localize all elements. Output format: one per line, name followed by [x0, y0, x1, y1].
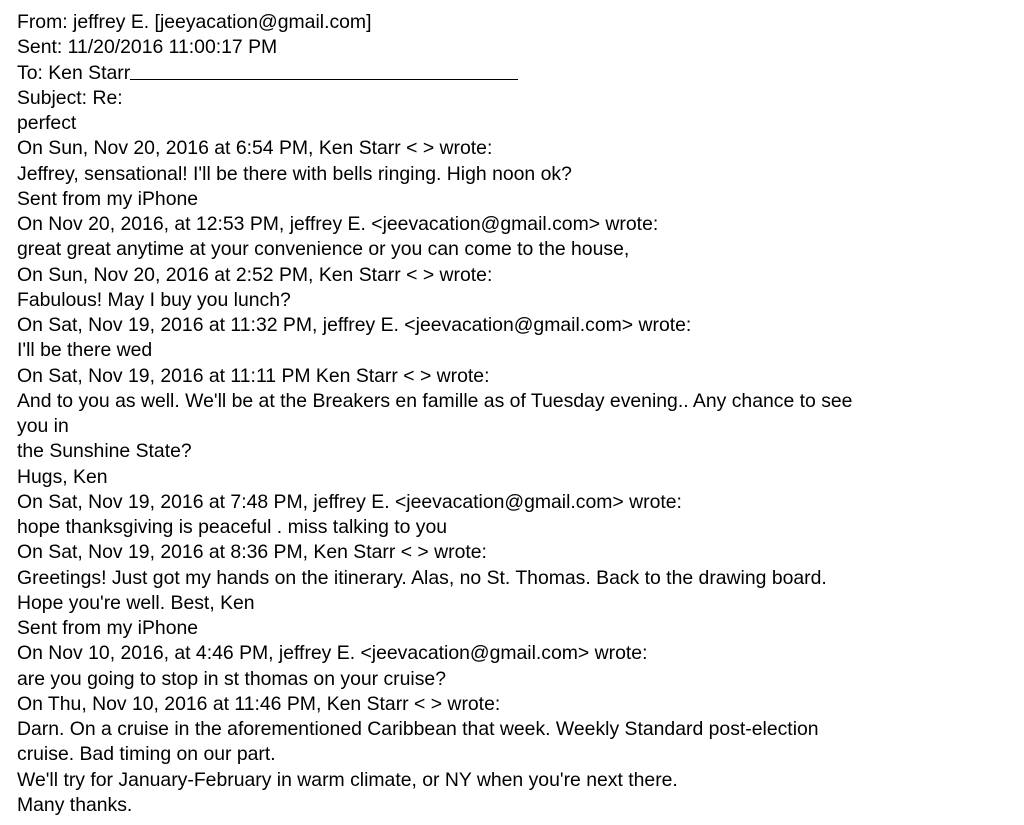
body-line: On Nov 10, 2016, at 4:46 PM, jeffrey E. <jeevacation@gmail.com> wrote: [17, 642, 648, 665]
email-document [17, 10, 1017, 818]
header-sent: Sent: 11/20/2016 11:00:17 PM [17, 36, 278, 59]
body-line: the Sunshine State? [17, 440, 192, 463]
header-subject: Subject: Re: [17, 86, 123, 109]
body-line: On Sun, Nov 20, 2016 at 6:54 PM, Ken Starr < > wrote: [17, 137, 493, 160]
body-line: I'll be there wed [17, 339, 153, 362]
body-line: We'll try for January-February in warm climate, or NY when you're next there. [17, 768, 678, 791]
header-to-underline [130, 78, 518, 80]
body-line: are you going to stop in st thomas on your cruise? [17, 667, 446, 690]
body-line: On Thu, Nov 10, 2016 at 11:46 PM, Ken Starr < > wrote: [17, 692, 501, 715]
header-to-text: To: Ken Starr [17, 61, 131, 84]
body-line: On Sat, Nov 19, 2016 at 7:48 PM, jeffrey E. <jeevacation@gmail.com> wrote: [17, 490, 682, 513]
body-line: cruise. Bad timing on our part. [17, 743, 276, 766]
body-line: Jeffrey, sensational! I'll be there with bells ringing. High noon ok? [17, 162, 572, 185]
body-line: And to you as well. We'll be at the Breakers en famille as of Tuesday evening.. Any chance to see [17, 389, 853, 412]
body-line: Darn. On a cruise in the aforementioned Caribbean that week. Weekly Standard post-election [17, 718, 819, 740]
body-line: perfect [17, 112, 77, 134]
body-line: On Sat, Nov 19, 2016 at 8:36 PM, Ken Starr < > wrote: [17, 541, 487, 564]
header-from: From: jeffrey E. [jeeyacation@gmail.com] [17, 11, 372, 33]
body-line: great great anytime at your convenience or you can come to the house, [17, 238, 630, 261]
body-line: Hope you're well. Best, Ken [17, 591, 255, 614]
body-line: Sent from my iPhone [17, 187, 199, 210]
body-line: On Sat, Nov 19, 2016 at 11:32 PM, jeffrey E. <jeevacation@gmail.com> wrote: [17, 314, 692, 336]
header-to [17, 61, 1017, 86]
body-line: Many thanks. [17, 793, 133, 816]
body-line: you in [17, 415, 69, 437]
body-line: Hugs, Ken [17, 465, 108, 488]
email-body [17, 111, 1017, 818]
body-line: Sent from my iPhone [17, 617, 199, 639]
body-line: On Sun, Nov 20, 2016 at 2:52 PM, Ken Starr < > wrote: [17, 263, 493, 286]
body-line: hope thanksgiving is peaceful . miss talking to you [17, 516, 448, 538]
body-line: Greetings! Just got my hands on the itinerary. Alas, no St. Thomas. Back to the drawing board. [17, 566, 827, 589]
body-line: On Nov 20, 2016, at 12:53 PM, jeffrey E. <jeevacation@gmail.com> wrote: [17, 213, 659, 235]
body-line: On Sat, Nov 19, 2016 at 11:11 PM Ken Starr < > wrote: [17, 364, 490, 387]
body-line: Fabulous! May I buy you lunch? [17, 288, 291, 311]
